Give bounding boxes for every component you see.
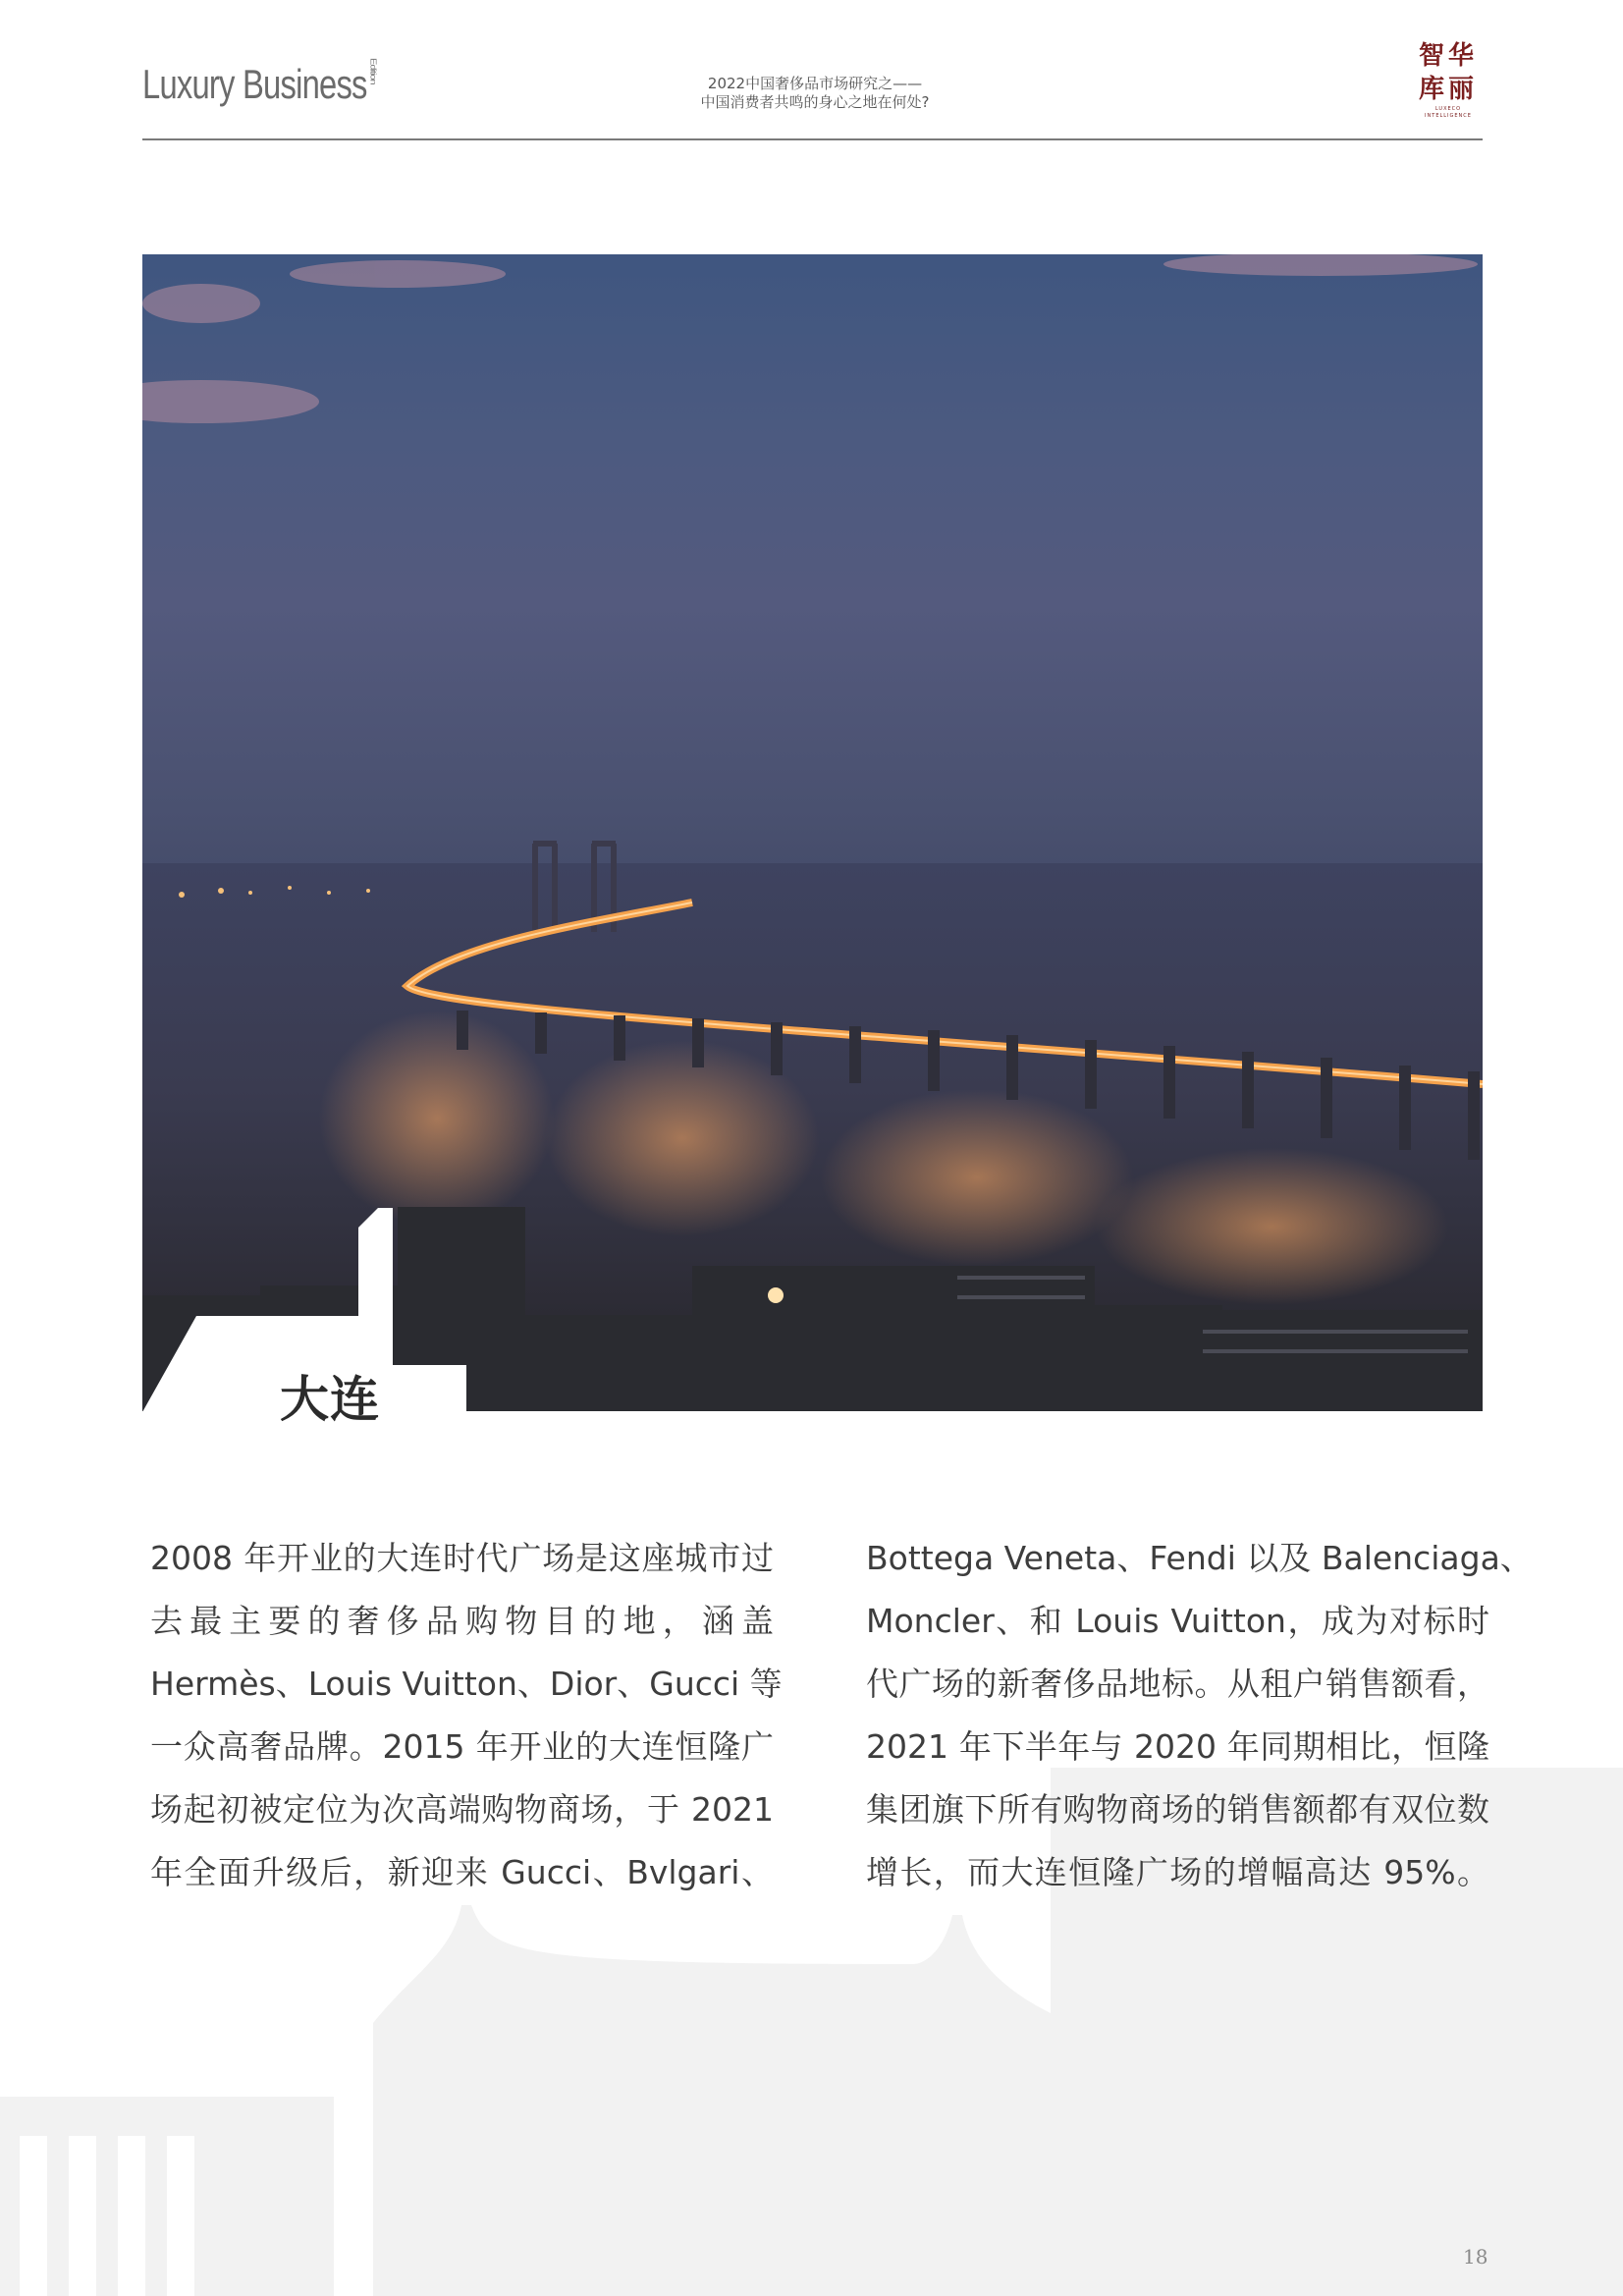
brand-subtext: Edition xyxy=(368,58,378,84)
brand-text: Luxury Business xyxy=(142,61,367,107)
brand-wordmark xyxy=(142,58,398,108)
body-line: 一众高奢品牌。2015 年开业的大连恒隆广 xyxy=(150,1727,774,1766)
body-line: Hermès、Louis Vuitton、Dior、Gucci 等 xyxy=(150,1665,783,1703)
body-line: 场起初被定位为次高端购物商场，于 2021 xyxy=(150,1790,774,1829)
body-line: 2021 年下半年与 2020 年同期相比，恒隆 xyxy=(866,1727,1489,1766)
report-title-line1: 2022中国奢侈品市场研究之—— xyxy=(707,75,923,92)
page-number: 18 xyxy=(1463,2245,1488,2269)
body-line: 年全面升级后，新迎来 Gucci、Bvlgari、 xyxy=(150,1853,774,1891)
city-label: 大连 xyxy=(280,1371,380,1428)
body-line: 2008 年开业的大连时代广场是这座城市过 xyxy=(150,1539,774,1577)
report-title xyxy=(619,75,1011,112)
luxeco-logo xyxy=(1414,39,1483,120)
body-line: Bottega Veneta、Fendi 以及 Balenciaga、 xyxy=(866,1539,1533,1577)
body-line: 集团旗下所有购物商场的销售额都有双位数 xyxy=(866,1790,1489,1829)
body-line: 代广场的新奢侈品地标。从租户销售额看， xyxy=(866,1665,1489,1703)
logo-chars-line2: 库丽 xyxy=(1418,75,1478,104)
logo-small-text: LUXECO INTELLIGENCE xyxy=(1425,106,1472,119)
body-column-right xyxy=(866,1527,1533,1904)
page-header xyxy=(142,39,1483,139)
header-divider xyxy=(142,138,1483,140)
body-line: 增长，而大连恒隆广场的增幅高达 95%。 xyxy=(866,1853,1489,1891)
body-line: Moncler、和 Louis Vuitton，成为对标时 xyxy=(866,1602,1489,1640)
report-title-line2: 中国消费者共鸣的身心之地在何处? xyxy=(700,93,930,111)
body-line: 去最主要的奢侈品购物目的地，涵盖 xyxy=(150,1602,774,1640)
body-column-left xyxy=(150,1527,783,1904)
logo-chars-line1: 智华 xyxy=(1418,41,1478,71)
